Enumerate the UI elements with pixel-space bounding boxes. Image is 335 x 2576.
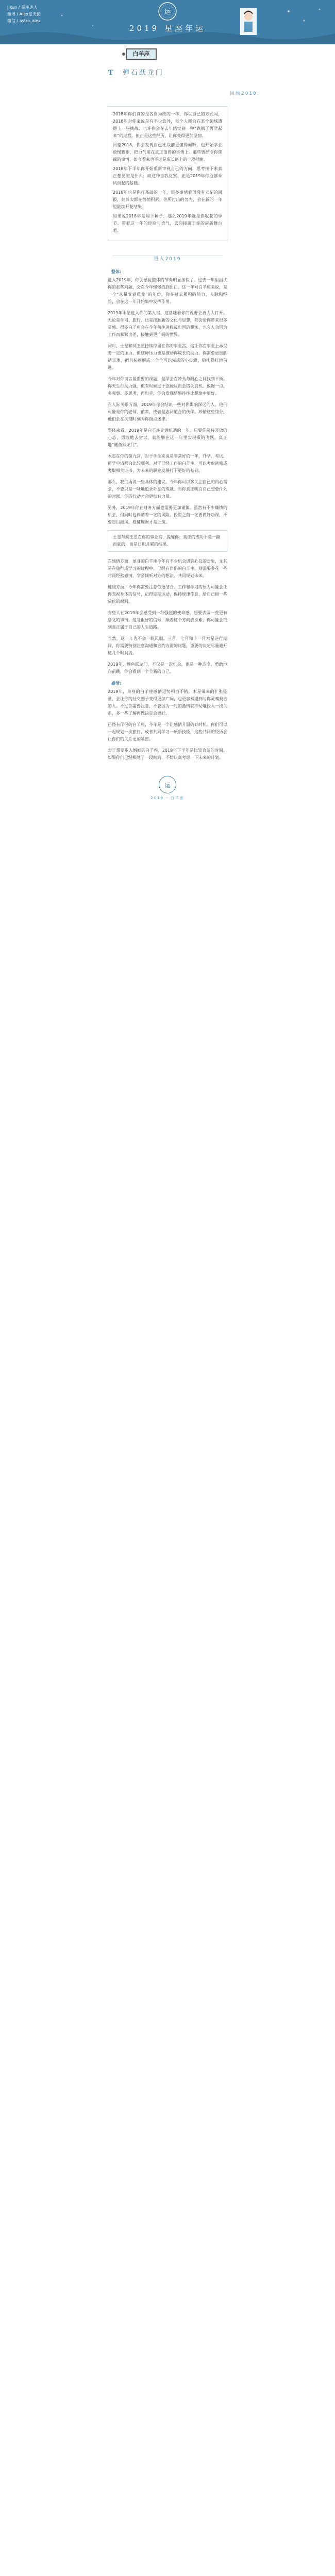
middle-paragraph: 在感情方面，单身的白羊座今年有不少机会遇到心仪的对象，尤其是在旅行或学习的过程中。已经有伴侣的白羊座，则需要多花一些时间经营感情，学会倾听对方的想法，共同规划未来。: [108, 559, 227, 578]
intro-paragraph: 同时，土星和冥王星持续停留在你的事业宫，这让你在事业上承受着一定的压力，但这种压力也是推动你成长的动力。你需要更加脚踏实地，把目标拆解成一个个可以完成的小步骤，稳扎稳打地前进。: [108, 344, 227, 370]
title-prefix: T: [108, 69, 115, 77]
intro-paragraph: 2019年木星进入你的第九宫，这意味着你的视野会被大大打开。无论是学习、旅行、还是接触新的文化与思想，都会给你带来很多灵感。很多白羊座会在今年萌生进修或出国的想法，也有人会因为工作而频繁出差，接触到更广阔的世界。: [108, 311, 227, 337]
retrospect-paragraph: 回望2018，你会发现自己比以前更懂得倾听，也开始学会放慢脚步，把力气用在真正值得的事情上。那些曾经令你焦躁的事情，如今看来也不过是成长路上的一段插曲。: [113, 143, 222, 162]
middle-paragraph: 有些人在2019年会感受到一种强烈的使命感，想要去做一些更有意义的事情。这是很好的信号，顺着这个方向去探索，你可能会找到真正属于自己的人生道路。: [108, 611, 227, 630]
middle-paragraph: 另外，2019年你在财务方面也需要更加谨慎。虽然有不少赚钱的机会，但同时也伴随着一定的风险。投资之前一定要做好功课，不要盲目跟风，稳健理财才是上策。: [108, 505, 227, 524]
footer-seal-char: 运: [164, 782, 171, 789]
retrospect-label: 回顾2018:: [230, 91, 260, 96]
header-title: 2019 星座年运: [129, 24, 206, 33]
quote-box: 土星与冥王星在你的事业宫，提醒你：真正的成功不是一蹴而就的，而是日积月累的结果。: [108, 530, 227, 552]
middle-paragraph: 健康方面，今年你需要注意劳逸结合。工作和学习的压力可能会让你忽视身体的信号，记得定期运动，保持规律作息，给自己留一些放松的时间。: [108, 585, 227, 604]
love-label: 感情:: [111, 681, 122, 686]
love-paragraph: 2019年，单身的白羊座感情运势相当不错。木星带来的扩张能量，会让你的社交圈子变得更加广阔，也更容易遇到与你灵魂契合的人。不过你需要注意，不要因为一时的激情就冲动地投入一段关系，多一些了解再做决定会更好。: [108, 689, 227, 716]
footer-seal-icon: [159, 776, 176, 793]
retrospect-paragraph: 2018年你们真的是各自为政的一年，你以自己的方式闯，2018年对你来说是有不少意外，每个人都会在某个领域遭遇上一些挑战，也许你会在去年感觉到一种“跌倒了再爬起来”的过程。但正是这些经历，让你变得更加坚韧。: [113, 112, 222, 138]
retrospect-box: [108, 106, 227, 241]
middle-paragraph: 2019年，鲤鱼跃龙门，不仅是一次机会，更是一种态度。勇敢地向前跳，你会看到一个全新的自己。: [108, 662, 227, 674]
footer: [0, 771, 335, 807]
intro-body: [108, 277, 227, 449]
middle-paragraph: 那么，我们再说一些具体的建议。今年你可以多关注自己的内心需求，不要只是一味地追求外在的成就。当你真正明白自己想要什么的时候，你的行动才会更加有力量。: [108, 480, 227, 499]
love-paragraph: 已经有伴侣的白羊座，今年是一个让感情升温的好时机。你们可以一起规划一次旅行，或者共同学习一项新技能，这些共同的经历会让你们的关系更加紧密。: [108, 722, 227, 741]
sign-tag: 白羊座: [126, 48, 157, 60]
intro-header: [0, 248, 335, 264]
intro-label-wrap: [0, 252, 335, 262]
retrospect-paragraph: 2018年也是你打基础的一年，很多事情看似没有立刻的回报，但其实都在悄悄积累。你所付出的努力，会在新的一年里陆续开花结果。: [113, 190, 222, 209]
love-paragraph: 对于想要步入婚姻的白羊座，2019年下半年是比较合适的时间。如果你们已经相处了一段时间，不妨认真考虑一下未来的计划。: [108, 748, 227, 760]
header-banner: [0, 0, 335, 44]
overall-label: 整体:: [111, 269, 122, 274]
author-info: [7, 4, 41, 24]
seal-char: 运: [164, 8, 171, 16]
middle-body-2: [108, 558, 227, 675]
avatar: [238, 5, 259, 37]
love-body: [108, 688, 227, 761]
intro-label: 进入2019: [151, 257, 185, 262]
intro-paragraph: 进入2019年，你会感觉整体的节奏明显加快了。过去一年里困扰你的那些问题，会在今年慢慢找到出口。这一年对白羊座来说，是一个“从量变到质变”的年份，你在过去累积的能力、人脉和经验，会在这一年开始集中发挥作用。: [108, 278, 227, 304]
page: [0, 0, 335, 807]
middle-paragraph: 当然，这一年也不会一帆风顺。三月、七月和十一月水星逆行期间，你需要特别注意沟通和合约方面的问题，重要的决定尽量避开这几个时间段。: [108, 636, 227, 655]
intro-paragraph: 今年对你而言最重要的课题，是学会在冲劲与耐心之间找到平衡。你天生行动力强，但有时候过于急躁反而会错失良机。放慢一点，多观察、多思考，再出手，你会发现结果往往比想象中更好。: [108, 377, 227, 396]
page-title: [108, 67, 164, 77]
author-line: Jikun / 星座达人: [7, 5, 38, 10]
footer-text: 2019 · 白羊座: [150, 796, 185, 800]
retrospect-paragraph: 如果说2018年是埋下种子，那么2019年就是你收获的季节。带着这一年的经验与勇气，去迎接属于你的崭新舞台吧。: [113, 214, 222, 233]
middle-body: [108, 453, 227, 526]
title-text: 弹石跃龙门: [122, 69, 164, 77]
wechat-line: 微信 / astro_alex: [7, 19, 41, 23]
middle-paragraph: 木星在你的第九宫，对于学生来说是非常好的一年，升学、考试、留学申请都会比较顺利。对于已经工作的白羊座，可以考虑进修或考取相关证书，为未来的职业发展打下更好的基础。: [108, 454, 227, 473]
intro-paragraph: 在人际关系方面，2019年你会结识一些对你影响深远的人。他们可能是你的老师、前辈，或者是志同道合的伙伴。珍惜这些缘分，他们会在关键时刻为你指点迷津。: [108, 402, 227, 421]
weibo-line: 微博 / Alex星天使: [7, 12, 41, 16]
title-block: [0, 44, 335, 106]
retrospect-paragraph: 2018年下半年你开始重新审视自己的方向，思考接下来真正想要的是什么，而这种自我觉察，正是2019年你能够乘风而起的基础。: [113, 166, 222, 185]
intro-paragraph: 整体来看，2019年是白羊座充满机遇的一年。只要你保持开放的心态，勇敢地去尝试，就能够在这一年里实现质的飞跃，真正地“鲤鱼跃龙门”。: [108, 428, 227, 447]
